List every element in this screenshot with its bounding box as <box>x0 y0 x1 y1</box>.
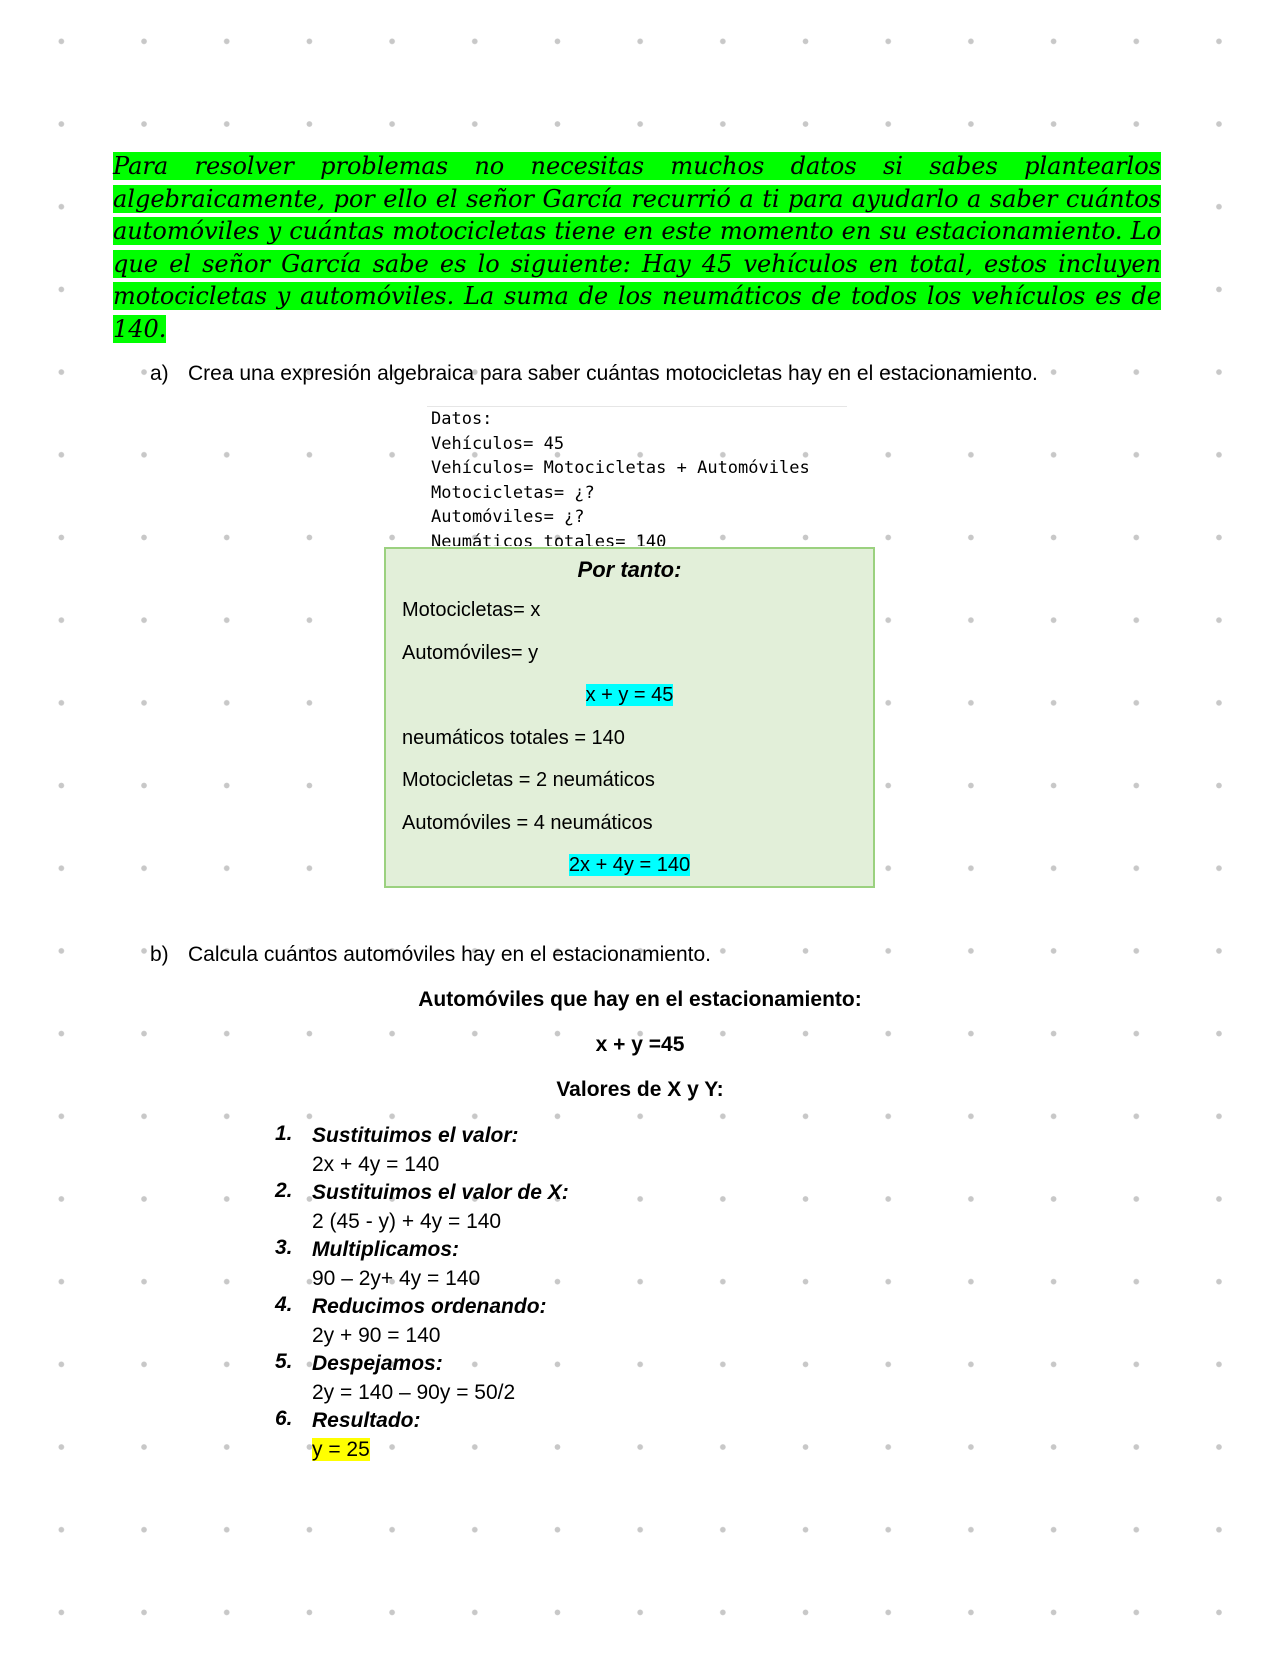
equation-1-text: x + y = 45 <box>585 684 674 706</box>
solution-subheading: Valores de X y Y: <box>556 1078 724 1101</box>
steps-list <box>272 1122 569 1464</box>
equation-2-text: 2x + 4y = 140 <box>568 854 691 876</box>
question-a-letter: a) <box>150 362 169 385</box>
step-expression: 2 (45 - y) + 4y = 140 <box>312 1210 502 1233</box>
step-expression: 2x + 4y = 140 <box>312 1153 440 1176</box>
list-item <box>272 1122 569 1179</box>
step-label: Multiplicamos: <box>312 1238 460 1261</box>
list-item <box>272 1350 569 1407</box>
solution-heading: Automóviles que hay en el estacionamiento: <box>418 988 862 1011</box>
step-number: 2. <box>275 1179 293 1202</box>
question-b-letter: b) <box>150 943 169 966</box>
automoviles-def: Automóviles= y <box>402 642 539 664</box>
solution-equation: x + y =45 <box>595 1033 685 1056</box>
datos-line: Neumáticos totales= 140 <box>431 531 667 546</box>
list-item <box>272 1179 569 1236</box>
list-item <box>272 1407 569 1464</box>
datos-image <box>427 406 847 546</box>
question-b <box>150 943 711 967</box>
problem-statement <box>113 150 1161 345</box>
step-number: 4. <box>275 1293 293 1316</box>
step-expression: 2y = 140 – 90y = 50/2 <box>312 1381 516 1404</box>
step-number: 3. <box>275 1236 293 1259</box>
problem-statement-text: Para resolver problemas no necesitas muchos datos si sabes plantearlos algebraicamente, por ello el señor García recurrió a ti para ayudarlo a saber cuántos automóviles y cuántas motocicletas tiene en este momento en su estacionamiento. Lo que el señor García sabe es lo siguiente: Hay 45 vehículos en total, estos incluyen motocicletas y automóviles. La suma de los neumáticos de todos los vehículos es de 140. <box>113 152 1161 343</box>
question-a-text: Crea una expresión algebraica para saber cuántas motocicletas hay en el estacionamiento. <box>188 362 1038 385</box>
step-number: 6. <box>275 1407 293 1430</box>
equation-2 <box>386 854 873 877</box>
por-tanto-title: Por tanto: <box>577 557 682 582</box>
step-label: Reducimos ordenando: <box>312 1295 547 1318</box>
list-item <box>272 1293 569 1350</box>
step-label: Resultado: <box>312 1409 421 1432</box>
step-label: Sustituimos el valor de X: <box>312 1181 569 1204</box>
datos-line: Vehículos= 45 <box>431 433 565 454</box>
neumaticos-totales: neumáticos totales = 140 <box>402 727 625 749</box>
step-expression: 2y + 90 = 140 <box>312 1324 441 1347</box>
step-label: Despejamos: <box>312 1352 443 1375</box>
result-highlight: y = 25 <box>312 1438 370 1461</box>
step-expression: 90 – 2y+ 4y = 140 <box>312 1267 481 1290</box>
step-number: 1. <box>275 1122 293 1145</box>
step-label: Sustituimos el valor: <box>312 1124 519 1147</box>
datos-line: Vehículos= Motocicletas + Automóviles <box>431 458 810 478</box>
motocicletas-neumaticos: Motocicletas = 2 neumáticos <box>402 769 655 791</box>
equation-1 <box>386 684 873 707</box>
result-expression <box>312 1435 569 1464</box>
por-tanto-box <box>384 547 875 888</box>
datos-line: Datos: <box>431 409 493 429</box>
question-b-text: Calcula cuántos automóviles hay en el estacionamiento. <box>188 943 711 966</box>
automoviles-neumaticos: Automóviles = 4 neumáticos <box>402 812 653 834</box>
datos-line: Motocicletas= ¿? <box>431 482 595 503</box>
motocicletas-def: Motocicletas= x <box>402 599 541 621</box>
step-number: 5. <box>275 1350 293 1373</box>
question-a <box>150 362 1038 386</box>
list-item <box>272 1236 569 1293</box>
datos-line: Automóviles= ¿? <box>431 507 585 527</box>
